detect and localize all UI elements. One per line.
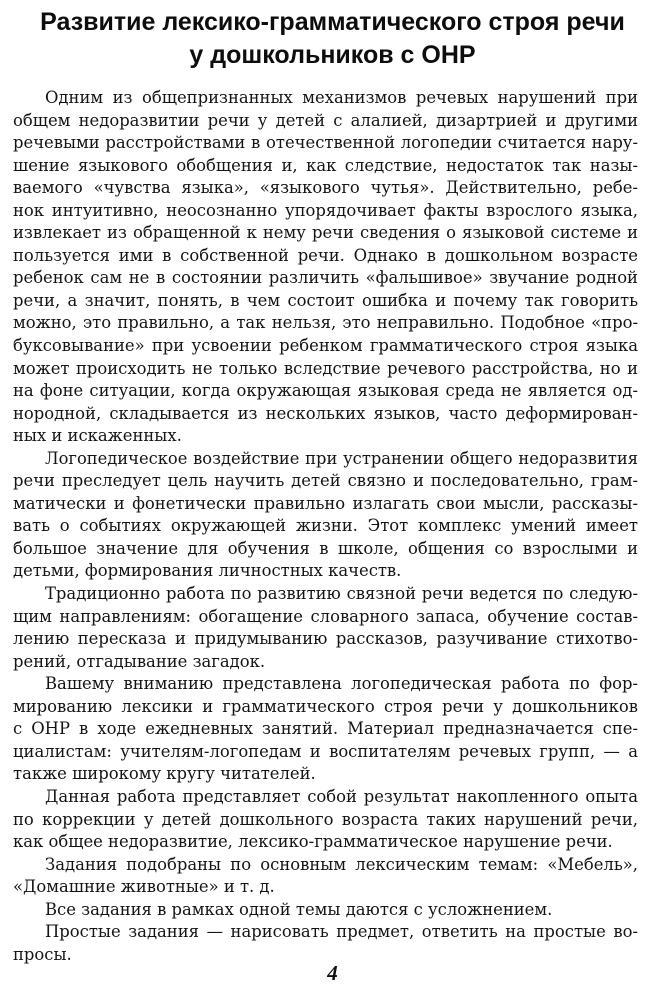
paragraph xyxy=(13,583,638,673)
text-line: матически и фонетически правильно излагать свои мысли, рассказы- xyxy=(13,493,638,513)
text-line: общем недоразвитии речи у детей с алалией, дизартрией и другими xyxy=(13,110,638,130)
paragraph xyxy=(13,854,638,899)
text-line: просы. xyxy=(13,944,72,964)
page-number: 4 xyxy=(327,961,338,985)
text-line: также широкому кругу читателей. xyxy=(13,764,316,784)
text-line: мированию лексики и грамматического строя речи у дошкольников xyxy=(13,696,638,716)
text-line: речевыми расстройствами в отечественной логопедии считается нару- xyxy=(13,133,638,153)
text-line: на фоне ситуации, когда окружающая языковая среда не является од- xyxy=(13,381,638,401)
text-line: можно, это правильно, а так нельзя, это неправильно. Подобное «про- xyxy=(13,313,638,333)
text-line: Задания подобраны по основным лексическим темам: «Мебель», xyxy=(45,854,638,874)
text-line: может происходить не только вследствие речевого расстройства, но и xyxy=(13,358,638,378)
text-line: нородной, складывается из нескольких языков, часто деформирован- xyxy=(13,403,638,423)
text-line: большое значение для обучения в школе, общения со взрослыми и xyxy=(13,538,638,558)
text-line: по коррекции у детей дошкольного возраста таких нарушений речи, xyxy=(13,809,638,829)
text-line: рений, отгадывание загадок. xyxy=(13,651,266,671)
text-line: Одним из общепризнанных механизмов речевых нарушений при xyxy=(45,88,638,107)
page-title xyxy=(20,6,645,72)
text-line: как общее недоразвитие, лексико-грамматическое нарушение речи. xyxy=(13,832,613,852)
text-line: ваемого «чувства языка», «языкового чутья». Действительно, ребе- xyxy=(13,178,638,198)
text-line: шение языкового обобщения и, как следствие, недостаток так назы- xyxy=(13,155,638,175)
text-line: «Домашние животные» и т. д. xyxy=(13,877,275,897)
paragraph xyxy=(13,448,638,583)
text-line: пользуется ими в собственной речи. Однако в дошкольном возрасте xyxy=(13,245,638,265)
text-line: детьми, формирования личностных качеств. xyxy=(13,561,402,581)
text-line: ных и искаженных. xyxy=(13,426,182,446)
text-line: Традиционно работа по развитию связной речи ведется по следую- xyxy=(45,584,638,604)
text-line: лению пересказа и придумыванию рассказов, разучивание стихотво- xyxy=(13,629,638,649)
text-line: речи, а значит, понять, в чем состоит ошибка и почему так говорить xyxy=(13,290,638,310)
text-line: циалистам: учителям-логопедам и воспитателям речевых групп, — а xyxy=(13,741,638,761)
text-line: с ОНР в ходе ежедневных занятий. Материал предназначается спе- xyxy=(13,719,638,739)
text-line: Все задания в рамках одной темы даются с усложнением. xyxy=(45,899,553,919)
page-title-line-1: Развитие лексико-грамматического строя речи xyxy=(40,8,625,36)
text-line: Данная работа представляет собой результат накопленного опыта xyxy=(45,786,638,806)
paragraph xyxy=(13,786,638,854)
text-line: Логопедическое воздействие при устранении общего недоразвития xyxy=(45,448,638,468)
text-line: щим направлениям: обогащение словарного запаса, обучение состав- xyxy=(13,606,638,626)
paragraph xyxy=(13,673,638,786)
text-line: буксовывание» при усвоении ребенком грамматического строя языка xyxy=(13,336,638,356)
text-line: речи преследует цель научить детей связно и последовательно, грам- xyxy=(13,471,638,491)
text-line: нок интуитивно, неосознанно упорядочивает факты взрослого языка, xyxy=(13,200,638,220)
text-line: Простые задания — нарисовать предмет, ответить на простые во- xyxy=(45,922,638,942)
page-title-line-2: у дошкольников с ОНР xyxy=(189,41,476,69)
paragraph xyxy=(13,87,638,448)
text-line: Вашему вниманию представлена логопедическая работа по фор- xyxy=(45,674,638,694)
text-line: вать о событиях окружающей жизни. Этот комплекс умений имеет xyxy=(13,516,638,536)
paragraph xyxy=(13,899,638,922)
text-line: ребенок сам не в состоянии различить «фальшивое» звучание родной xyxy=(13,268,638,288)
text-line: извлекает из обращенной к нему речи сведения о языковой системе и xyxy=(13,223,638,243)
body-text xyxy=(13,87,638,966)
